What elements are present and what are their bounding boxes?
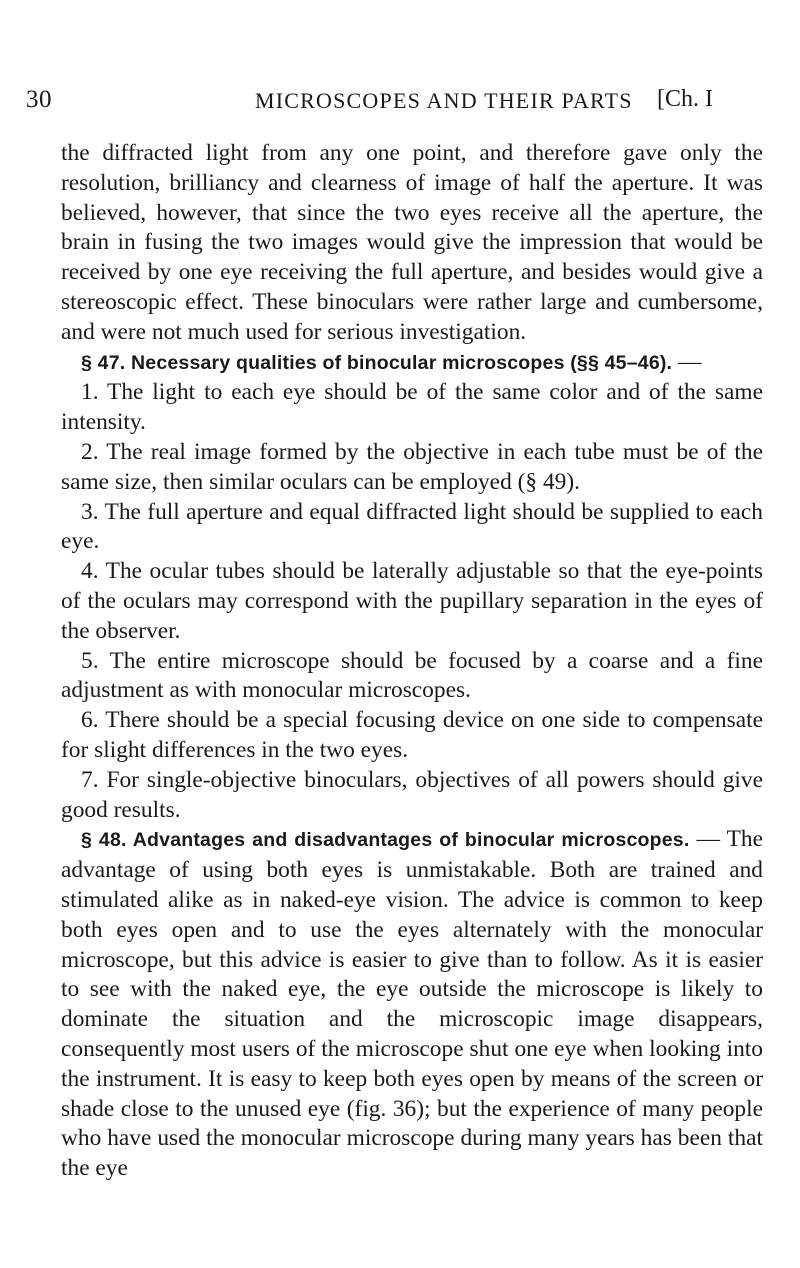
paragraph xyxy=(61,139,763,348)
list-item xyxy=(61,706,763,766)
paragraph-text: — The advantage of using both eyes is unmistakable. Both are trained and stimulated alike as in naked-eye vision. The advice is common to keep both eyes open and to use the eyes alternately with the monocular microscope, but this advice is easier to give than to follow. As it is easier to see with the naked eye, the eye outside the microscope is likely to dominate the situation and the microscopic image disappears, consequently most users of the microscope shut one eye when looking into the instrument. It is easy to keep both eyes open by means of the screen or shade close to the unused eye (fig. 36); but the experience of many people who have used the monocular microscope during many years has been that the eye xyxy=(61,826,763,1182)
running-title: MICROSCOPES AND THEIR PARTS xyxy=(255,88,633,113)
chapter-reference: [Ch. I xyxy=(657,86,713,112)
list-item xyxy=(61,378,763,438)
list-item xyxy=(61,557,763,646)
list-item xyxy=(61,766,763,826)
page-number: 30 xyxy=(26,86,52,113)
paragraph-text: — xyxy=(672,348,702,375)
body-text xyxy=(61,139,763,1184)
paragraph-text: 1. The light to each eye should be of the same color and of the same intensity. xyxy=(61,379,763,436)
paragraph-text: 4. The ocular tubes should be laterally adjustable so that the eye-points of the oculars may correspond with the pupillary separation in the eyes of the observer. xyxy=(61,558,763,644)
paragraph-text: 3. The full aperture and equal diffracted light should be supplied to each eye. xyxy=(61,498,763,555)
paragraph-text: 2. The real image formed by the objective in each tube must be of the same size, then similar oculars can be employed (§ 49). xyxy=(61,438,763,495)
paragraph-text: 5. The entire microscope should be focused by a coarse and a fine adjustment as with monocular microscopes. xyxy=(61,647,763,704)
section-heading: § 47. Necessary qualities of binocular microscopes (§§ 45–46). xyxy=(81,351,673,374)
list-item xyxy=(61,498,763,558)
running-head xyxy=(0,86,800,120)
paragraph-text: 6. There should be a special focusing device on one side to compensate for slight differences in the two eyes. xyxy=(61,707,763,763)
list-item xyxy=(61,438,763,498)
paragraph-text: the diffracted light from any one point, and therefore gave only the resolution, brilliancy and clearness of image of half the aperture. It was believed, however, that since the two eyes receive all the aperture, the brain in fusing the two images would give the impression that would be received by one eye receiving the full aperture, and besides would give a stereoscopic effect. These binoculars were rather large and cumbersome, and were not much used for serious investigation. xyxy=(61,140,763,345)
section-48-paragraph xyxy=(61,825,763,1184)
paragraph-text: 7. For single-objective binoculars, objectives of all powers should give good results. xyxy=(61,766,763,823)
section-heading: § 48. Advantages and disadvantages of binocular microscopes. xyxy=(81,829,690,852)
section-47-heading-paragraph xyxy=(61,348,763,379)
list-item xyxy=(61,647,763,707)
